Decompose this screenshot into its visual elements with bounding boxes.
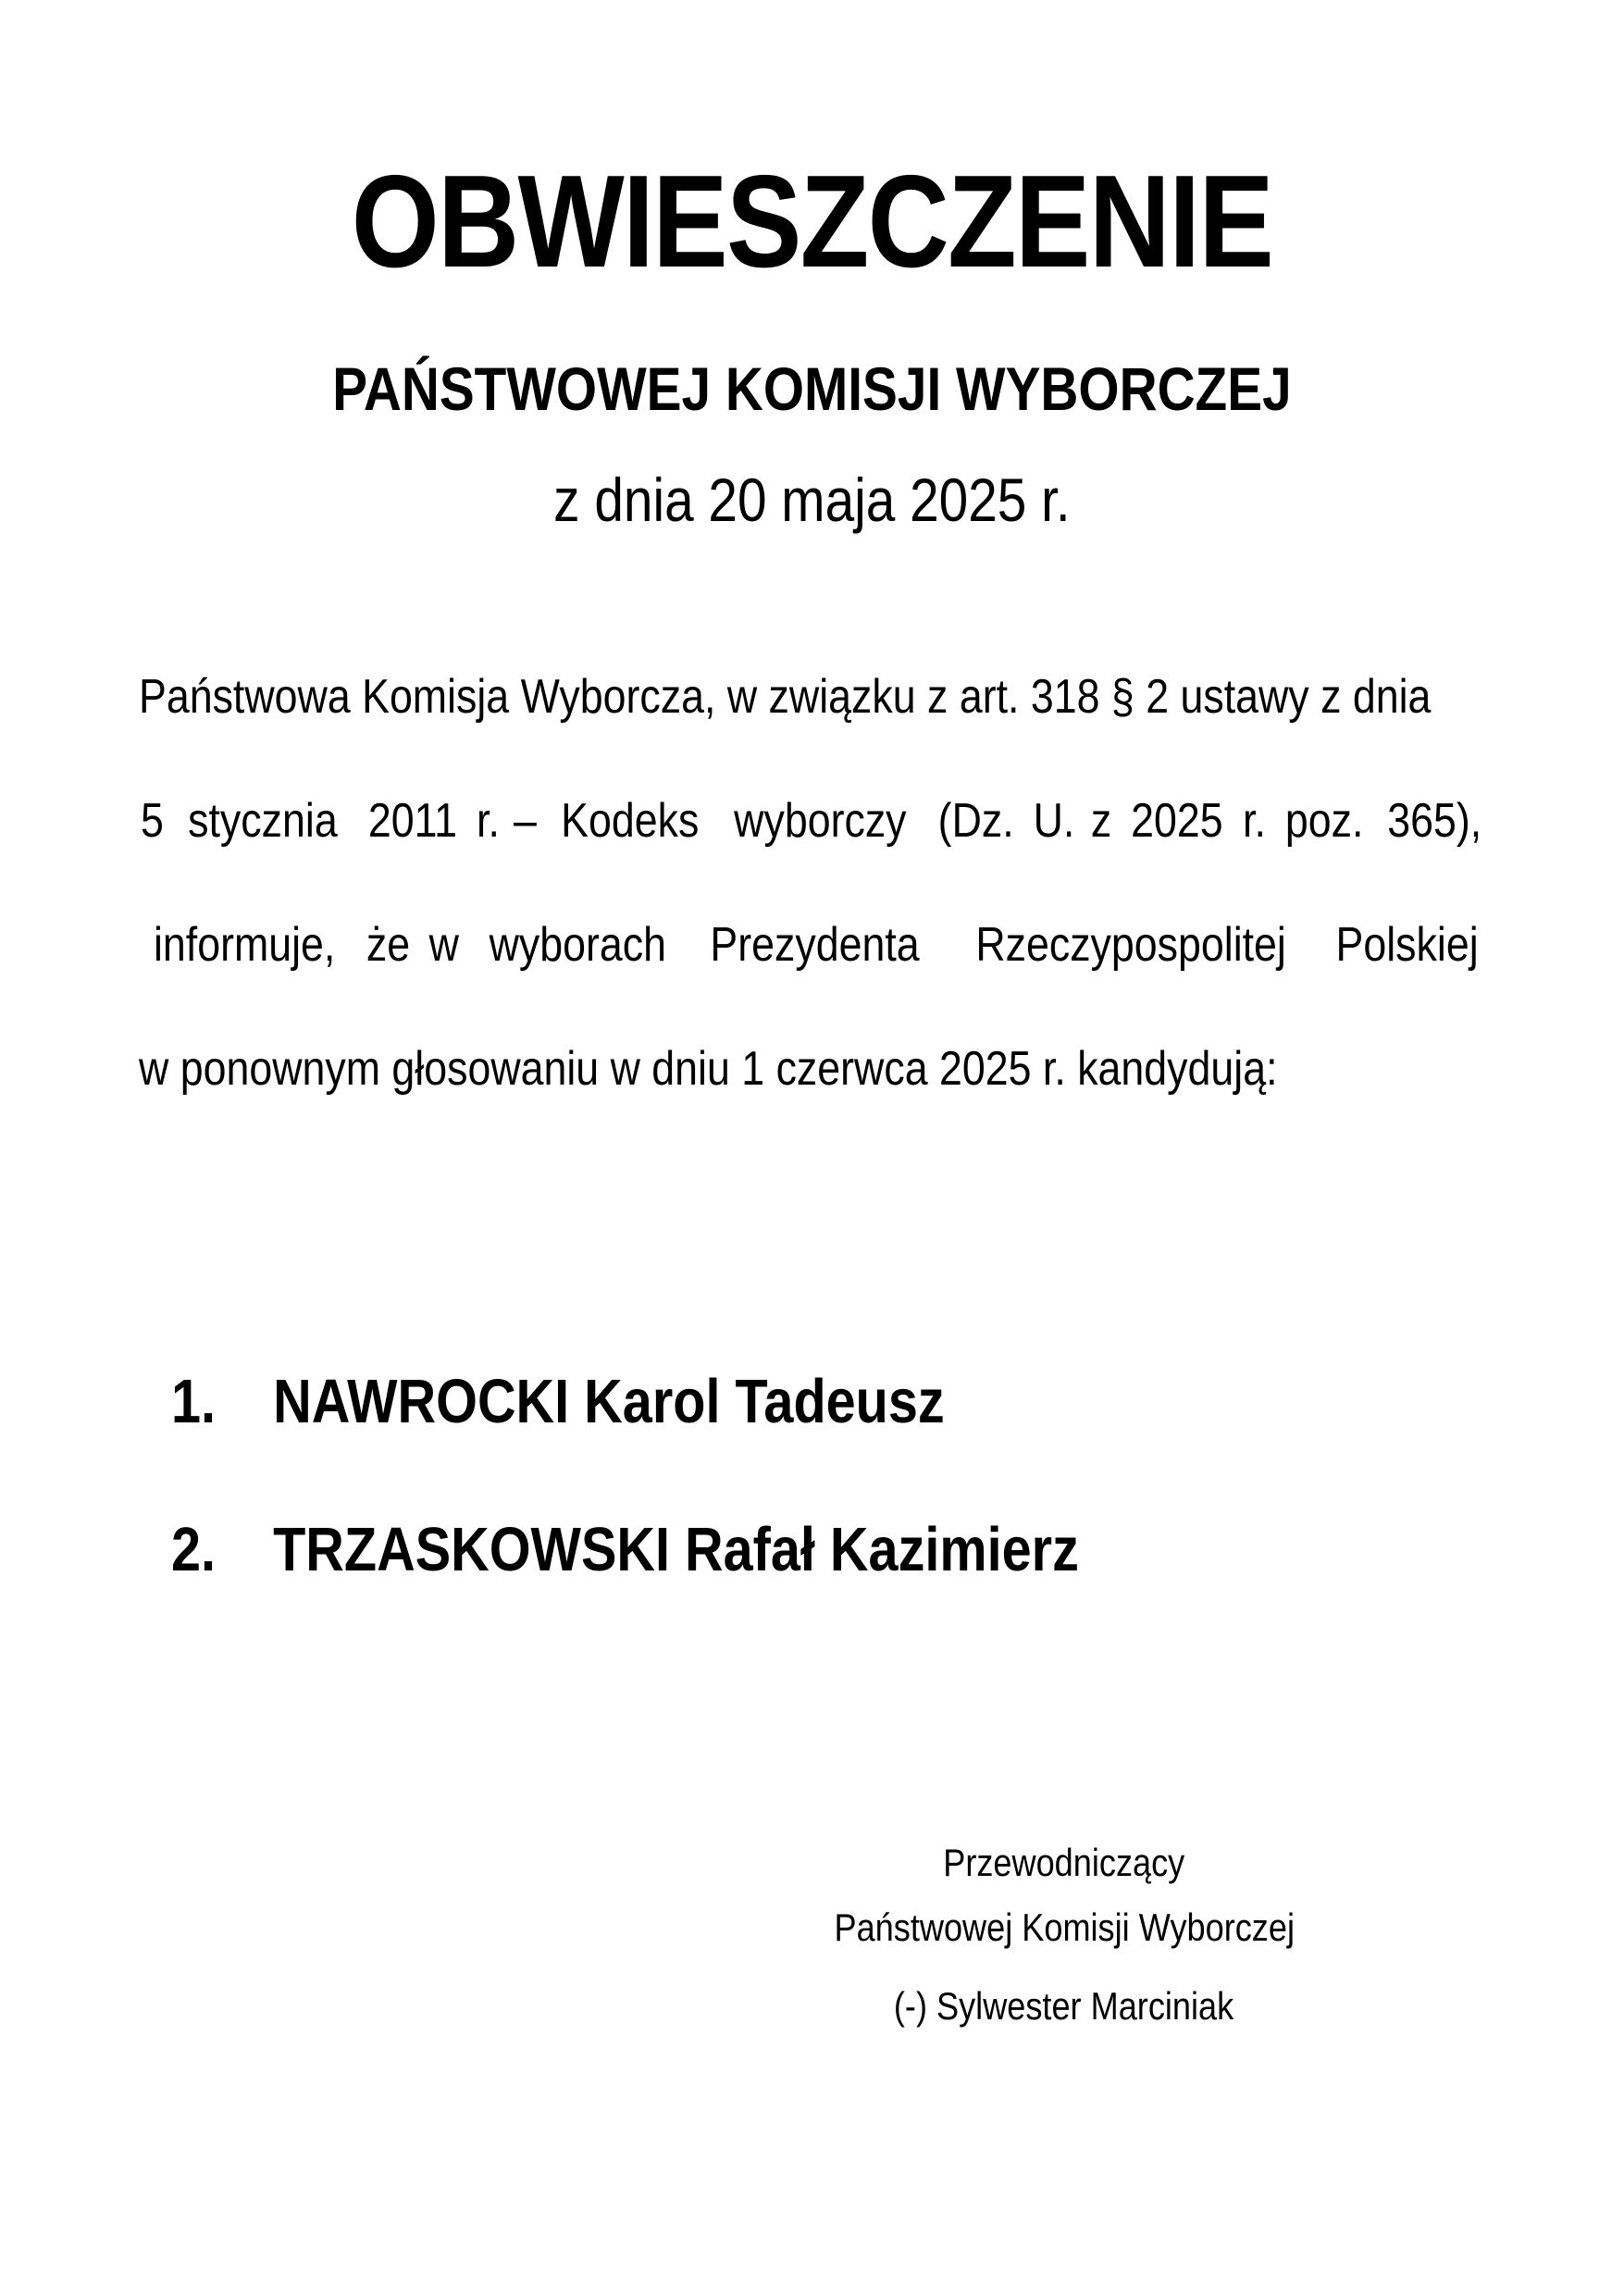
body-paragraph-line-1 bbox=[139, 664, 1499, 729]
candidate-list bbox=[171, 1365, 1227, 1661]
candidate-name: TRZASKOWSKI Rafał Kazimierz bbox=[273, 1515, 1079, 1584]
body-word: w bbox=[428, 918, 460, 972]
candidate-number: 2. bbox=[171, 1515, 217, 1584]
body-word: informuje, bbox=[153, 918, 336, 972]
body-paragraph-line-4 bbox=[139, 1036, 1499, 1101]
document-date: z dnia 20 maja 2025 r. bbox=[553, 465, 1071, 534]
body-word: Polskiej bbox=[1335, 918, 1479, 972]
body-word: poz. bbox=[1284, 794, 1363, 848]
candidate-item bbox=[171, 1365, 1079, 1513]
body-word: 2025 bbox=[1131, 794, 1223, 848]
signature-institution: Państwowej Komisji Wyborczej bbox=[834, 1905, 1295, 1949]
body-word: 2011 bbox=[367, 794, 457, 848]
document-subtitle: PAŃSTWOWEJ KOMISJI WYBORCZEJ bbox=[332, 354, 1292, 423]
body-word: (Dz. bbox=[937, 794, 1014, 848]
body-line-4-text: w ponownym głosowaniu w dniu 1 czerwca 2025 r. kandydują: bbox=[139, 1042, 1278, 1096]
candidate-name: NAWROCKI Karol Tadeusz bbox=[273, 1367, 945, 1436]
body-word: wyborczy bbox=[734, 794, 907, 848]
candidate-number: 1. bbox=[171, 1367, 217, 1436]
candidate-item bbox=[171, 1513, 1079, 1661]
body-word: z bbox=[1090, 794, 1111, 848]
body-line-3-text bbox=[139, 912, 1490, 977]
body-line-1-text: Państwowa Komisja Wyborcza, w związku z art. 318 § 2 ustawy z dnia bbox=[139, 670, 1432, 724]
body-word: stycznia bbox=[188, 794, 339, 848]
body-word: Prezydenta bbox=[710, 918, 921, 972]
signature-name: (-) Sylwester Marciniak bbox=[894, 1984, 1234, 2028]
body-word: Kodeks bbox=[560, 794, 699, 848]
body-line-2-text bbox=[139, 788, 1490, 853]
body-word: – bbox=[514, 794, 538, 848]
body-paragraph-line-3 bbox=[139, 912, 1499, 977]
body-paragraph-line-2 bbox=[139, 788, 1499, 853]
body-word: r. bbox=[1243, 794, 1267, 848]
signature-role: Przewodniczący bbox=[943, 1841, 1185, 1884]
body-word: 5 bbox=[141, 794, 164, 848]
body-word: że bbox=[366, 918, 411, 972]
document-title: OBWIESZCZENIE bbox=[351, 148, 1273, 295]
body-word: wyborach bbox=[489, 918, 666, 972]
body-word: U. bbox=[1033, 794, 1075, 848]
body-word: Rzeczypospolitej bbox=[974, 918, 1286, 972]
body-word: r. bbox=[476, 794, 500, 848]
body-word: 365), bbox=[1387, 794, 1482, 848]
